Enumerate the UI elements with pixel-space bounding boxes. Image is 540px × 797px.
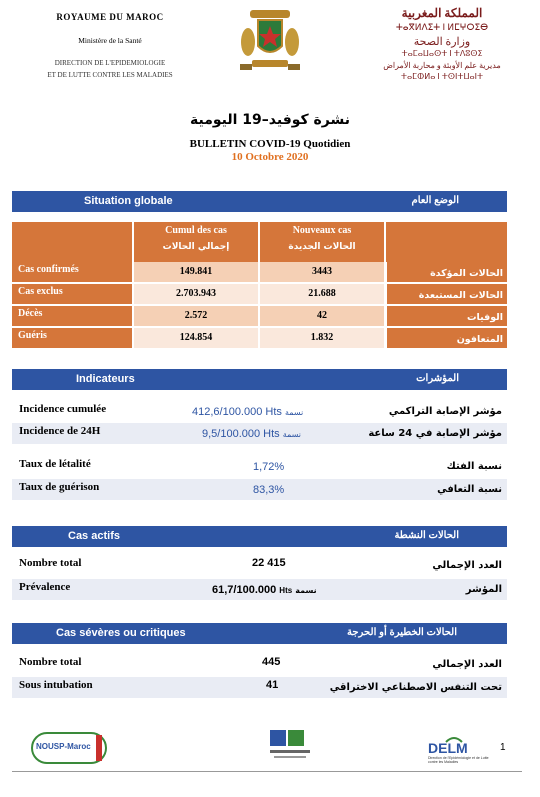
indicator-label-ar: مؤشر الإصابة في 24 ساعة (368, 428, 502, 439)
indicator-unit-ar: نسمة (284, 408, 304, 417)
royal-emblem-icon (238, 8, 302, 74)
severe-row (12, 654, 507, 675)
table-head-blank-right (386, 222, 507, 262)
indicateurs-bar (12, 369, 507, 390)
cumul-value: 2.572 (134, 306, 258, 326)
situation-label-fr: Situation globale (84, 195, 173, 207)
indicator-row (12, 401, 507, 422)
new-value: 42 (260, 306, 384, 326)
nousp-logo-icon (30, 729, 108, 767)
delm-logo (428, 734, 490, 770)
delm-logo-text: DELM (428, 740, 468, 756)
nousp-logo-text: NOUSP-Maroc (36, 742, 91, 751)
active-label-fr: Cas actifs (68, 530, 120, 542)
severe-label-fr: Nombre total (19, 656, 82, 668)
severe-label-ar: الحالات الخطيرة أو الحرجة (347, 627, 457, 638)
indicator-row (12, 479, 507, 500)
col-cumul-header (134, 222, 258, 262)
indicator-value-text: 9,5/100.000 Hts (202, 428, 280, 440)
cas-actifs-bar (12, 526, 507, 547)
indicator-label-ar: نسبة الفتك (446, 461, 502, 472)
indicator-row (12, 423, 507, 444)
kingdom-ar: المملكة المغربية (401, 6, 483, 20)
severe-label-ar: تحت التنفس الاصطناعي الاختراقي (329, 682, 502, 693)
prevalence-value (212, 584, 317, 596)
delm-logo-subtitle: Direction de l'Epidémiologie et de Lutte contre les Maladies (428, 756, 489, 764)
page-number: 1 (500, 742, 506, 753)
cas-severes-bar (12, 623, 507, 644)
table-head-blank-left (12, 222, 132, 262)
header-right (362, 6, 522, 81)
indicator-value (202, 428, 301, 440)
cumul-value: 124.854 (134, 328, 258, 348)
bulletin-title-ar: نشرة كوفيد–19 اليومية (189, 112, 351, 128)
row-label-ar: الحالات المستبعدة (387, 284, 507, 304)
ministry-ar: وزارة الصحة (413, 36, 471, 48)
indicator-row (12, 456, 507, 477)
prevalence-unit-ar: نسمة (295, 586, 317, 595)
active-label-fr: Nombre total (19, 557, 82, 569)
row-label-fr: Cas confirmés (12, 262, 132, 282)
footer-divider (12, 771, 522, 772)
direction-line-1: DIRECTION DE L'EPIDEMIOLOGIE (54, 59, 166, 67)
new-value: 3443 (260, 262, 384, 282)
kingdom-fr: ROYAUME DU MAROC (56, 12, 164, 22)
indicator-value-text: 412,6/100.000 Hts (192, 406, 282, 418)
direction-tifinagh: ⵜⴰⵎⵀⵍⴰ ⵏ ⵜⵙⵏⵜⵡⴰⵏⵜ (400, 72, 484, 81)
ministry-logo-icon (266, 728, 316, 764)
indicators-label-ar: المؤشرات (416, 373, 459, 384)
col-new-header (260, 222, 384, 262)
severe-label-ar: العدد الإجمالي (432, 659, 502, 670)
indicator-value-text: 1,72% (253, 461, 285, 473)
row-label-ar: الحالات المؤكدة (387, 262, 507, 282)
active-label-ar: المؤشر (465, 584, 502, 595)
indicator-label-fr: Taux de létalité (19, 458, 91, 470)
row-label-ar: الوفيات (387, 306, 507, 326)
ministry-tifinagh: ⵜⴰⵎⴰⵡⴰⵙⵜ ⵏ ⵜⴷⵓⵙⵉ (401, 49, 483, 58)
cumul-value: 2.703.943 (134, 284, 258, 304)
prevalence-value-text: 61,7/100.000 (212, 584, 277, 596)
situation-label-ar: الوضع العام (411, 195, 459, 206)
severe-total-value: 445 (262, 656, 281, 668)
bulletin-date: 10 Octobre 2020 (231, 151, 309, 163)
col-new-ar: الحالات الجديدة (288, 242, 356, 252)
indicator-label-fr: Taux de guérison (19, 481, 100, 493)
severe-label-fr: Sous intubation (19, 679, 93, 691)
indicator-label-ar: مؤشر الإصابة التراكمي (388, 406, 502, 417)
row-label-fr: Décès (12, 306, 132, 326)
indicator-value-text: 83,3% (253, 484, 285, 496)
direction-line-2: ET DE LUTTE CONTRE LES MALADIES (47, 71, 173, 79)
situation-globale-bar (12, 191, 507, 212)
bulletin-title-fr: BULLETIN COVID-19 Quotidien (189, 138, 351, 150)
active-total-value: 22 415 (252, 557, 286, 569)
col-new-fr: Nouveaux cas (292, 225, 352, 236)
indicator-label-fr: Incidence cumulée (19, 403, 107, 415)
intubation-value: 41 (266, 679, 279, 691)
kingdom-tifinagh: ⵜⴰⴳⵍⴷⵉⵜ ⵏ ⵍⵎⵖⵔⵉⴱ (395, 22, 489, 32)
col-cumul-ar: إجمالي الحالات (162, 242, 230, 252)
active-label-fr: Prévalence (19, 581, 71, 593)
new-value: 21.688 (260, 284, 384, 304)
indicator-unit-ar: نسمة (282, 430, 302, 439)
indicator-value (192, 406, 303, 418)
active-row (12, 579, 507, 600)
indicators-label-fr: Indicateurs (76, 373, 135, 385)
row-label-fr: Guéris (12, 328, 132, 348)
severe-label-fr: Cas sévères ou critiques (56, 627, 186, 639)
active-label-ar: الحالات النشطة (394, 530, 459, 541)
row-label-ar: المتعافون (387, 328, 507, 348)
ministry-fr: Ministère de la Santé (78, 36, 142, 45)
new-value: 1.832 (260, 328, 384, 348)
situation-table (12, 222, 507, 348)
col-cumul-fr: Cumul des cas (165, 225, 227, 236)
row-label-fr: Cas exclus (12, 284, 132, 304)
direction-ar: مديرية علم الأوبئة و محاربة الأمراض (383, 61, 501, 70)
cumul-value: 149.841 (134, 262, 258, 282)
active-label-ar: العدد الإجمالي (432, 560, 502, 571)
indicator-label-ar: نسبة التعافي (437, 484, 502, 495)
severe-row (12, 677, 507, 698)
prevalence-unit-fr: Hts (279, 586, 293, 595)
active-row (12, 555, 507, 576)
indicator-label-fr: Incidence de 24H (19, 425, 101, 437)
direction-fr (30, 57, 190, 81)
header-left (30, 12, 190, 81)
